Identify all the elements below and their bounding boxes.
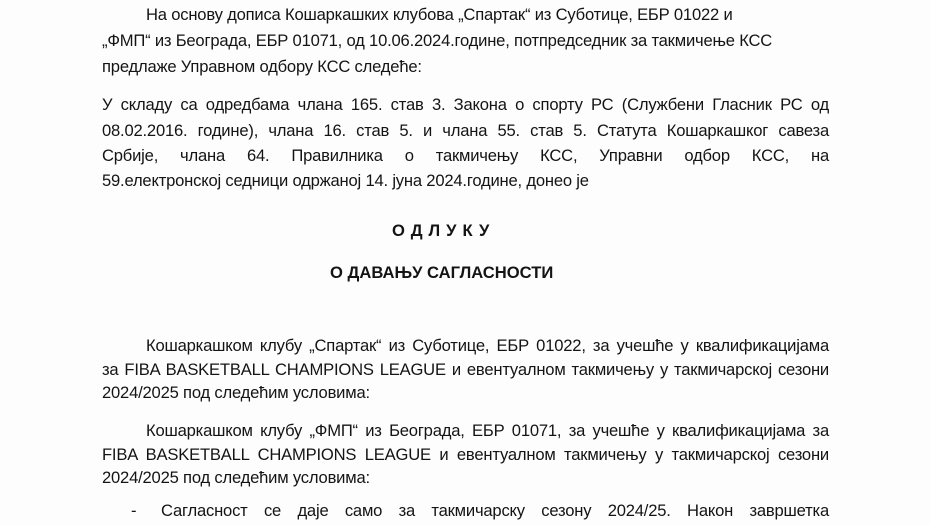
condition-text: Сагласност се даје само за такмичарску сезону 2024/25. Након завршетка: [161, 501, 829, 520]
clause-2-line-2: FIBA BASKETBALL CHAMPIONS LEAGUE и евентуалном такмичењу у такмичарској сезони: [102, 445, 829, 464]
basis-line-1: У складу са одредбама члана 165. став 3. Закона о спорту РС (Службени Гласник РС од: [102, 95, 829, 114]
intro-line-3: предлаже Управном одбору КСС следеће:: [102, 57, 422, 76]
basis-line-4: 59.електронској седници одржаној 14. јуна 2024.године, донео је: [102, 171, 589, 190]
basis-line-2: 08.02.2016. године), члана 16. став 5. и члана 55. став 5. Статута Кошаркашког савеза: [102, 121, 829, 140]
clause-1-line-3: 2024/2025 под следећим условима:: [102, 383, 370, 402]
clause-2-line-3: 2024/2025 под следећим условима:: [102, 468, 370, 487]
clause-1-line-1: Кошаркашком клубу „Спартак“ из Суботице, ЕБР 01022, за учешће у квалификацијама: [146, 336, 829, 355]
condition-bullet: -: [131, 501, 137, 520]
intro-line-1: На основу дописа Кошаркашких клубова „Спартак“ из Суботице, ЕБР 01022 и: [146, 5, 733, 24]
decision-subheading: О ДАВАЊУ САГЛАСНОСТИ: [330, 263, 554, 282]
decision-heading: ОДЛУКУ: [392, 221, 496, 240]
clause-2-line-1: Кошаркашком клубу „ФМП“ из Београда, ЕБР 01071, за учешће у квалификацијама за: [146, 421, 829, 440]
intro-line-2: „ФМП“ из Београда, ЕБР 01071, од 10.06.2024.године, потпредседник за такмичење КСС: [102, 31, 773, 50]
clause-1-line-2: за FIBA BASKETBALL CHAMPIONS LEAGUE и евентуалном такмичењу у такмичарској сезони: [102, 360, 829, 379]
basis-line-3: Србије, члана 64. Правилника о такмичењу КСС, Управни одбор КСС, на: [102, 146, 829, 165]
